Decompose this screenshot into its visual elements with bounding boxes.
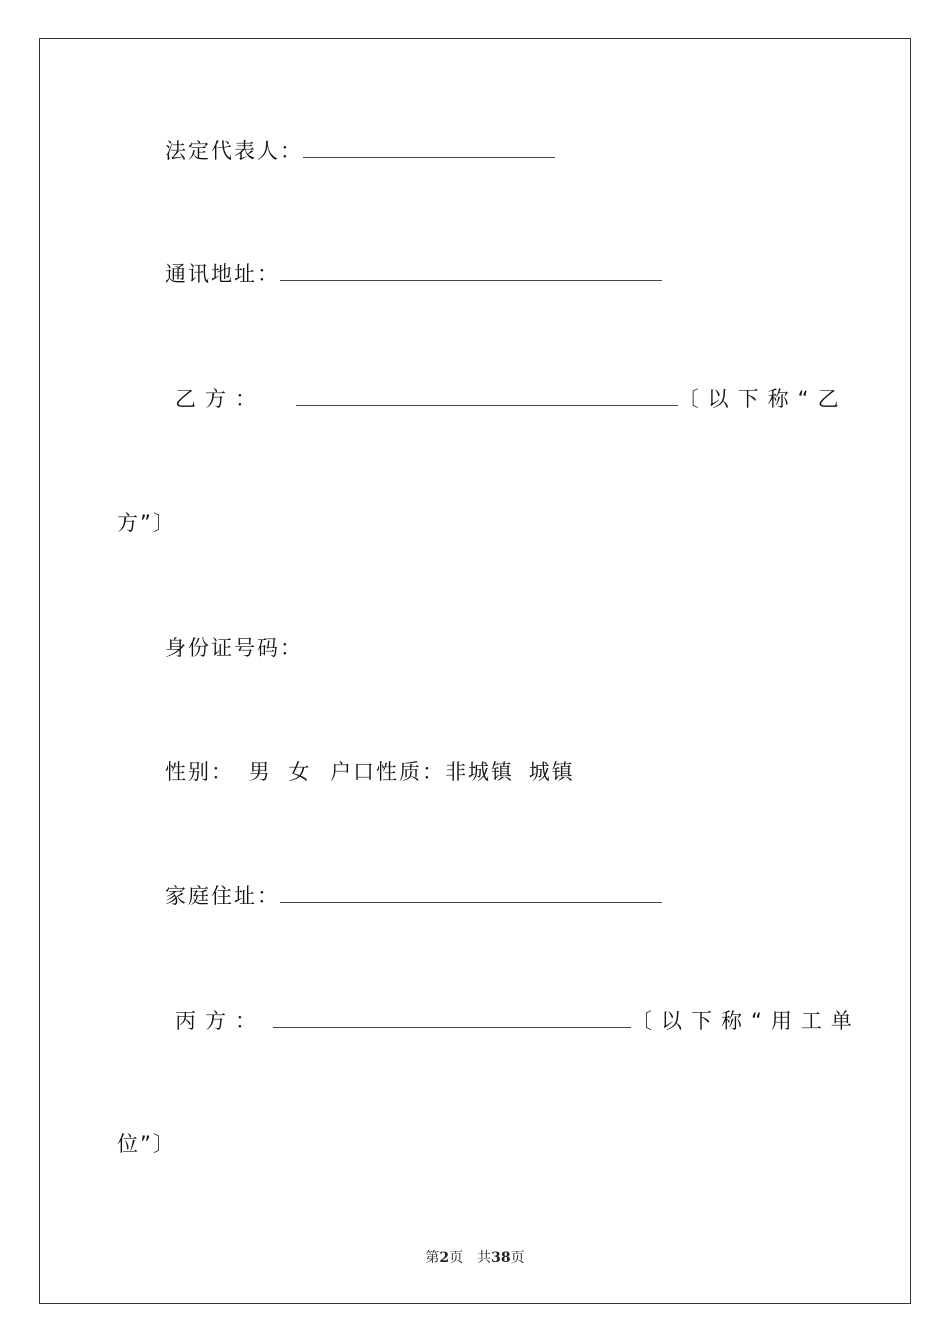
address-blank[interactable] [280, 260, 662, 281]
legal-rep-blank[interactable] [303, 137, 555, 158]
party-c-line [175, 1006, 861, 1036]
party-c-label: 丙方： [175, 1009, 265, 1033]
home-address-blank[interactable] [280, 882, 662, 903]
footer-suffix: 页 [510, 1250, 525, 1266]
gender-female-option[interactable]: 女 [288, 760, 312, 784]
gender-label: 性别： [165, 760, 234, 784]
page-border [39, 38, 911, 1304]
party-c-suffix: 〔以下称“用工单 [631, 1009, 861, 1033]
footer-page-number: 2 [439, 1250, 450, 1266]
address-line [165, 259, 662, 289]
home-address-label: 家庭住址： [165, 884, 280, 908]
hukou-label: 户口性质： [330, 760, 446, 784]
party-b-continuation [117, 508, 176, 538]
hukou-urban-option[interactable]: 城镇 [528, 760, 575, 784]
address-label: 通讯地址： [165, 262, 280, 286]
gender-male-option[interactable]: 男 [248, 760, 272, 784]
footer-prefix: 第 [425, 1250, 440, 1266]
party-c-blank[interactable] [273, 1007, 631, 1028]
legal-rep-label: 法定代表人： [165, 139, 303, 163]
party-b-line [175, 384, 848, 414]
gender-hukou-line [165, 757, 575, 787]
party-b-suffix: 〔以下称“乙 [677, 387, 848, 411]
id-number-line [165, 633, 303, 663]
id-number-label: 身份证号码： [165, 636, 303, 660]
hukou-non-urban-option[interactable]: 非城镇 [445, 760, 515, 784]
party-c-cont-text: 位”〕 [117, 1132, 176, 1156]
footer-mid: 页 共 [449, 1250, 492, 1266]
page-footer [0, 1247, 950, 1267]
legal-rep-line [165, 136, 555, 166]
footer-total-pages: 38 [491, 1250, 511, 1266]
party-b-blank[interactable] [296, 385, 678, 406]
home-address-line [165, 881, 662, 911]
party-c-continuation [117, 1129, 176, 1159]
party-b-cont-text: 方”〕 [117, 511, 176, 535]
party-b-label: 乙方： [175, 387, 265, 411]
